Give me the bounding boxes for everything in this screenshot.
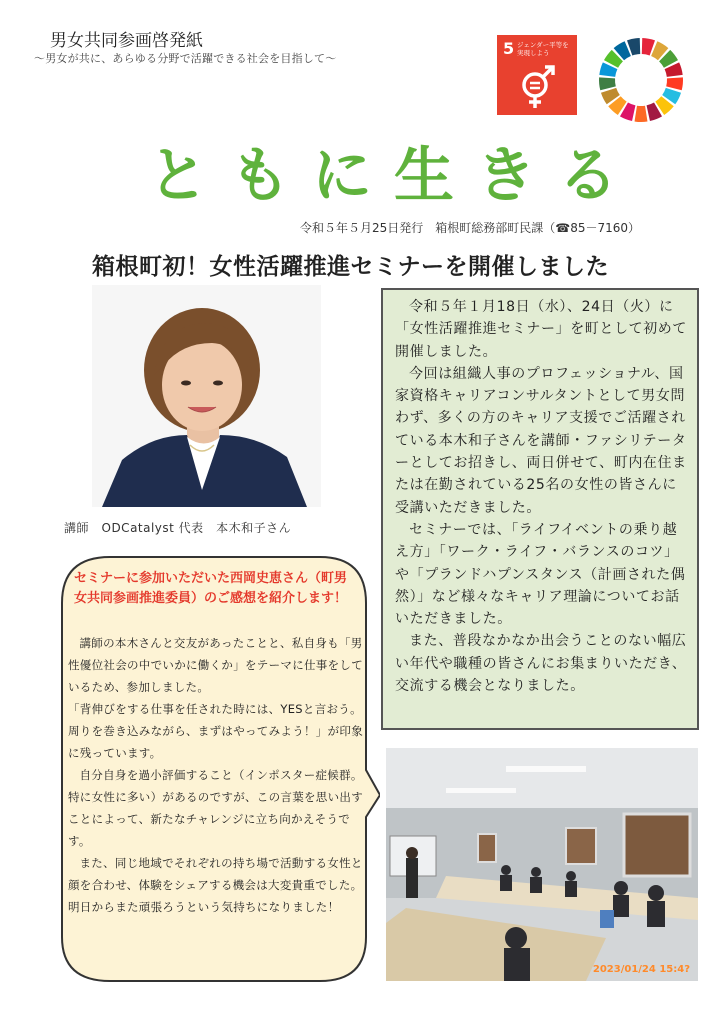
issue-info: 令和５年５月25日発行 箱根町総務部町民課（☎85－7160）	[300, 221, 641, 235]
bubble-paragraph: 講師の本木さんと交友があったことと、私自身も「男性優位社会の中でいかに働くか」をテーマに仕事をしているため、参加しました。	[68, 636, 363, 694]
bubble-body	[68, 632, 366, 918]
publication-name: 男女共同参画啓発紙	[50, 31, 203, 51]
sdg-wheel-segment	[599, 77, 616, 90]
bubble-paragraph: 自分自身を過小評価すること（インポスター症候群。特に女性に多い）があるのですが、この言葉を思い出すことによって、新たなチャレンジに立ち向かえそうです。	[68, 768, 363, 848]
article-paragraph: また、普段なかなか出会うことのない幅広い年代や職種の皆さんにお集まりいただき、交流する機会となりました。	[395, 633, 687, 695]
lecturer-portrait-photo	[92, 285, 321, 507]
newsletter-title: ともに生きる	[148, 141, 640, 211]
sdg-goal-5-icon	[497, 35, 577, 115]
sdg-wheel-icon	[598, 37, 684, 123]
sdg-goal-label: ジェンダー平等を実現しよう	[517, 41, 569, 57]
bubble-paragraph: 「背伸びをする仕事を任された時には、YESと言おう。周りを巻き込みながら、まずはやってみよう！」が印象に残っています。	[68, 702, 363, 760]
bubble-paragraph: また、同じ地域でそれぞれの持ち場で活動する女性と顔を合わせ、体験をシェアする機会は大変貴重でした。明日からまた頑張ろうという気持ちになりました！	[68, 856, 363, 914]
gender-equality-icon	[518, 63, 556, 109]
sdg-goal-number: 5	[503, 39, 515, 58]
article-paragraph: 今回は組織人事のプロフェッショナル、国家資格キャリアコンサルタントとして男女問わず、多くの方のキャリア支援でご活躍されている本木和子さんを講師・ファシリテーターとしてお招きし、両日併せて、町内在住または在勤されている25名の女性の皆さんに受講いただきました。	[395, 365, 687, 516]
sdg-wheel-segment	[666, 77, 683, 90]
article-paragraph: 令和５年１月18日（水）、24日（火）に「女性活躍推進セミナー」を町として初めて開催しました。	[395, 299, 687, 360]
portrait-caption: 講師 ODCatalyst 代表 本木和子さん	[64, 521, 292, 535]
article-paragraph: セミナーでは、「ライフイベントの乗り越え方」「ワーク・ライフ・バランスのコツ」や「プランドハプンスタンス（計画された偶然）」など様々なキャリア理論についてお話いただきました。	[395, 521, 686, 628]
sdg-wheel-segment	[635, 106, 648, 122]
photo-timestamp: 2023/01/24 15:4?	[592, 964, 690, 975]
bubble-heading: セミナーに参加いただいた西岡史恵さん（町男女共同参画推進委員）のご感想を紹介します！	[74, 571, 348, 606]
publication-subtitle: ～男女が共に、あらゆる分野で活躍できる社会を目指して～	[34, 52, 337, 65]
article-headline: 箱根町初！女性活躍推進セミナーを開催しました	[92, 254, 609, 280]
seminar-photo	[386, 748, 698, 981]
article-box	[381, 288, 699, 730]
